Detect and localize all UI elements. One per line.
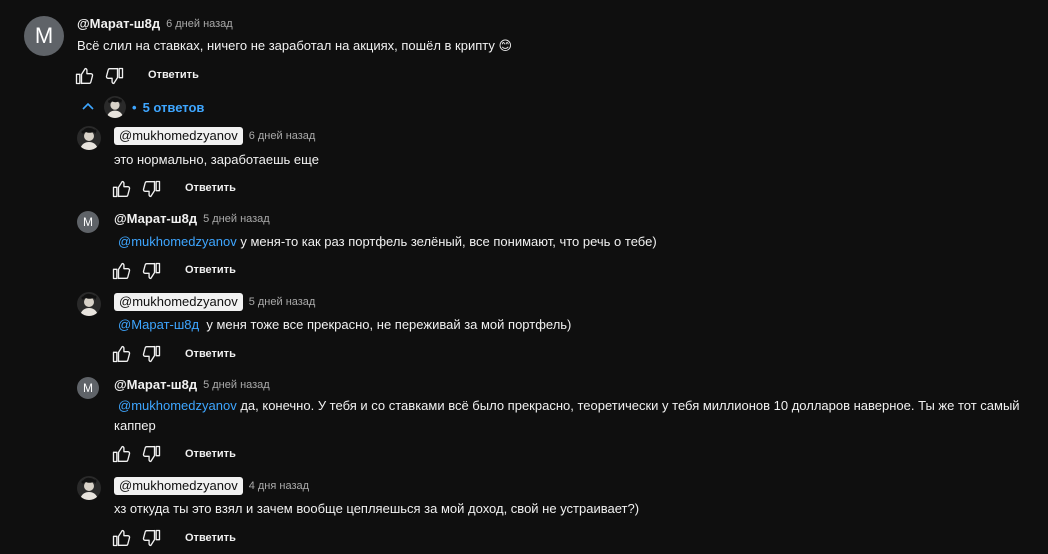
reply-button[interactable]: Ответить	[185, 182, 236, 194]
avatar-letter: M	[34, 23, 54, 48]
comment-text: Всё слил на ставках, ничего не заработал на акциях, пошёл в крипту 😊	[77, 38, 513, 53]
thumbs-up-icon	[111, 179, 131, 199]
thumbs-down-icon	[105, 66, 125, 86]
avatar[interactable]	[77, 211, 99, 233]
replier-avatar	[104, 96, 126, 118]
replies-bullet: •	[132, 99, 137, 115]
like-button[interactable]	[111, 344, 131, 364]
avatar[interactable]	[77, 377, 99, 399]
dislike-button[interactable]	[142, 261, 162, 281]
thumbs-down-icon	[142, 261, 162, 281]
dislike-button[interactable]	[142, 179, 162, 199]
reply-author[interactable]: @mukhomedzyanov	[114, 127, 243, 145]
like-button[interactable]	[111, 528, 131, 548]
reply-time[interactable]: 6 дней назад	[248, 130, 316, 142]
reply-text: @mukhomedzyanov да, конечно. У тебя и со ставками всё было прекрасно, теоретически у тебя миллионов 10 долларов наверное. Ты же тот самый каппер	[114, 396, 1044, 436]
replies-toggle[interactable]	[80, 96, 204, 118]
avatar[interactable]	[77, 476, 101, 500]
reply-author[interactable]: @mukhomedzyanov	[114, 293, 243, 311]
like-button[interactable]	[111, 179, 131, 199]
thumbs-up-icon	[111, 261, 131, 281]
reply-time[interactable]: 5 дней назад	[203, 378, 270, 391]
mention-link[interactable]: @mukhomedzyanov	[118, 398, 237, 413]
replies-count[interactable]: 5 ответов	[142, 99, 205, 115]
reply-time[interactable]: 5 дней назад	[203, 212, 270, 225]
avatar[interactable]	[77, 292, 101, 316]
mention-link[interactable]: @mukhomedzyanov	[118, 234, 237, 249]
chevron-up-icon	[80, 99, 96, 115]
dislike-button[interactable]	[142, 528, 162, 548]
reply-button[interactable]: Ответить	[185, 532, 236, 544]
reply-text-line2: каппер	[114, 418, 156, 433]
reply-button[interactable]: Ответить	[148, 69, 199, 81]
mention-link[interactable]: @Марат-ш8д	[118, 317, 200, 332]
dislike-button[interactable]	[142, 444, 162, 464]
like-button[interactable]	[111, 261, 131, 281]
thumbs-down-icon	[142, 444, 162, 464]
reply-button[interactable]: Ответить	[185, 348, 236, 360]
thumbs-up-icon	[111, 344, 131, 364]
avatar[interactable]	[77, 126, 101, 150]
thumbs-down-icon	[142, 344, 162, 364]
reply-time[interactable]: 5 дней назад	[248, 296, 316, 308]
reply-button[interactable]: Ответить	[185, 264, 236, 276]
dislike-button[interactable]	[105, 66, 125, 86]
thumbs-down-icon	[142, 179, 162, 199]
avatar-letter: M	[83, 215, 93, 229]
reply-text: @mukhomedzyanov у меня-то как раз портфель зелёный, все понимают, что речь о тебе)	[118, 234, 657, 249]
reply-text: @Марат-ш8д у меня тоже все прекрасно, не переживай за мой портфель)	[118, 317, 572, 332]
smile-emoji: 😊	[498, 38, 513, 53]
reply-button[interactable]: Ответить	[185, 448, 236, 460]
comment-author[interactable]: @Марат-ш8д	[77, 16, 161, 31]
comment-time[interactable]: 6 дней назад	[166, 17, 233, 30]
avatar[interactable]	[24, 16, 64, 56]
thumbs-down-icon	[142, 528, 162, 548]
like-button[interactable]	[111, 444, 131, 464]
like-button[interactable]	[74, 66, 94, 86]
reply-author[interactable]: @Марат-ш8д	[114, 377, 198, 392]
thumbs-up-icon	[111, 444, 131, 464]
reply-author[interactable]: @mukhomedzyanov	[114, 477, 243, 495]
reply-text: это нормально, заработаешь еще	[114, 152, 319, 167]
thumbs-up-icon	[74, 66, 94, 86]
avatar-letter: M	[83, 381, 93, 395]
dislike-button[interactable]	[142, 344, 162, 364]
reply-text: хз откуда ты это взял и зачем вообще цепляешься за мой доход, свой не устраивает?)	[114, 501, 640, 516]
reply-author[interactable]: @Марат-ш8д	[114, 211, 198, 226]
thumbs-up-icon	[111, 528, 131, 548]
reply-time[interactable]: 4 дня назад	[248, 480, 310, 492]
